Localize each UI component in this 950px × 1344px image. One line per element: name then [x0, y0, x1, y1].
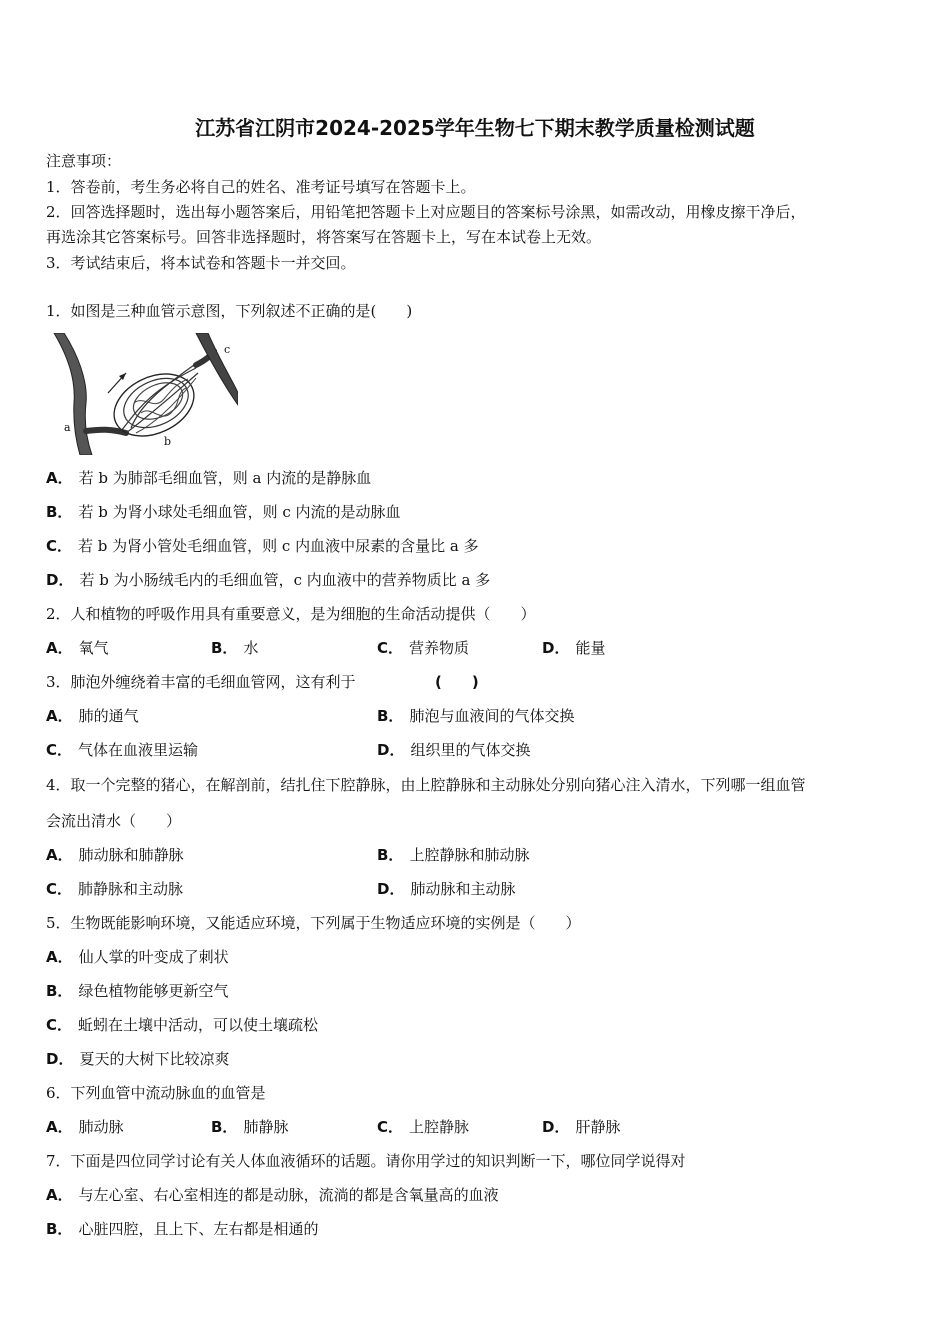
question-3-stem: 3．肺泡外缠绕着丰富的毛细血管网，这有利于 [46, 673, 356, 691]
question-1-option-b: B． 若 b 为肾小球处毛细血管，则 c 内流的是动脉血 [46, 503, 401, 521]
question-2-option-b: B． 水 [211, 639, 259, 657]
notice-item: 3．考试结束后，将本试卷和答题卡一并交回。 [46, 254, 356, 272]
question-2-option-d: D． 能量 [542, 639, 606, 657]
figure-label-b: b [164, 435, 172, 448]
question-1-option-c: C． 若 b 为肾小管处毛细血管，则 c 内血液中尿素的含量比 a 多 [46, 537, 479, 555]
notice-heading: 注意事项： [46, 152, 122, 170]
question-7-stem: 7．下面是四位同学讨论有关人体血液循环的话题。请你用学过的知识判断一下，哪位同学说得对 [46, 1152, 686, 1170]
question-2-stem: 2．人和植物的呼吸作用具有重要意义，是为细胞的生命活动提供（ ） [46, 605, 536, 623]
page-title: 江苏省江阴市2024-2025学年生物七下期末教学质量检测试题 [195, 116, 755, 140]
question-2-option-a: A． 氧气 [46, 639, 109, 657]
blood-vessel-figure [46, 333, 238, 455]
question-4-option-a: A． 肺动脉和肺静脉 [46, 846, 184, 864]
question-5-option-c: C． 蚯蚓在土壤中活动，可以使土壤疏松 [46, 1016, 319, 1034]
question-6-option-c: C． 上腔静脉 [377, 1118, 470, 1136]
notice-item: 再选涂其它答案标号。回答非选择题时，将答案写在答题卡上，写在本试卷上无效。 [46, 228, 602, 246]
question-6-option-d: D． 肝静脉 [542, 1118, 621, 1136]
question-1-stem: 1．如图是三种血管示意图，下列叙述不正确的是( ) [46, 302, 413, 320]
question-6-stem: 6．下列血管中流动脉血的血管是 [46, 1084, 266, 1102]
question-4-option-b: B． 上腔静脉和肺动脉 [377, 846, 530, 864]
question-4-option-d: D． 肺动脉和主动脉 [377, 880, 516, 898]
question-5-option-d: D． 夏天的大树下比较凉爽 [46, 1050, 230, 1068]
question-7-option-a: A． 与左心室、右心室相连的都是动脉，流淌的都是含氧量高的血液 [46, 1186, 499, 1204]
figure-label-a: a [64, 421, 71, 434]
question-3-paren: ( ) [435, 673, 479, 691]
question-3-option-c: C． 气体在血液里运输 [46, 741, 199, 759]
question-2-option-c: C． 营养物质 [377, 639, 470, 657]
figure-label-c: c [224, 343, 231, 356]
question-1-option-a: A． 若 b 为肺部毛细血管，则 a 内流的是静脉血 [46, 469, 372, 487]
question-3-option-d: D． 组织里的气体交换 [377, 741, 531, 759]
question-4-stem: 4．取一个完整的猪心，在解剖前，结扎住下腔静脉，由上腔静脉和主动脉处分别向猪心注入清水，下列哪一组血管 [46, 776, 806, 794]
question-5-stem: 5．生物既能影响环境，又能适应环境，下列属于生物适应环境的实例是（ ） [46, 914, 581, 932]
question-5-option-b: B． 绿色植物能够更新空气 [46, 982, 229, 1000]
question-6-option-a: A． 肺动脉 [46, 1118, 124, 1136]
question-7-option-b: B． 心脏四腔，且上下、左右都是相通的 [46, 1220, 319, 1238]
question-1-option-d: D． 若 b 为小肠绒毛内的毛细血管，c 内血液中的营养物质比 a 多 [46, 571, 491, 589]
question-4-option-c: C． 肺静脉和主动脉 [46, 880, 184, 898]
notice-item: 2．回答选择题时，选出每小题答案后，用铅笔把答题卡上对应题目的答案标号涂黑，如需改动，用橡皮擦干净后， [46, 203, 806, 221]
question-3-option-a: A． 肺的通气 [46, 707, 139, 725]
notice-item: 1．答卷前，考生务必将自己的姓名、准考证号填写在答题卡上。 [46, 178, 476, 196]
question-3-option-b: B． 肺泡与血液间的气体交换 [377, 707, 575, 725]
question-5-option-a: A． 仙人掌的叶变成了刺状 [46, 948, 229, 966]
question-4-stem-continued: 会流出清水（ ） [46, 812, 182, 830]
question-6-option-b: B． 肺静脉 [211, 1118, 289, 1136]
